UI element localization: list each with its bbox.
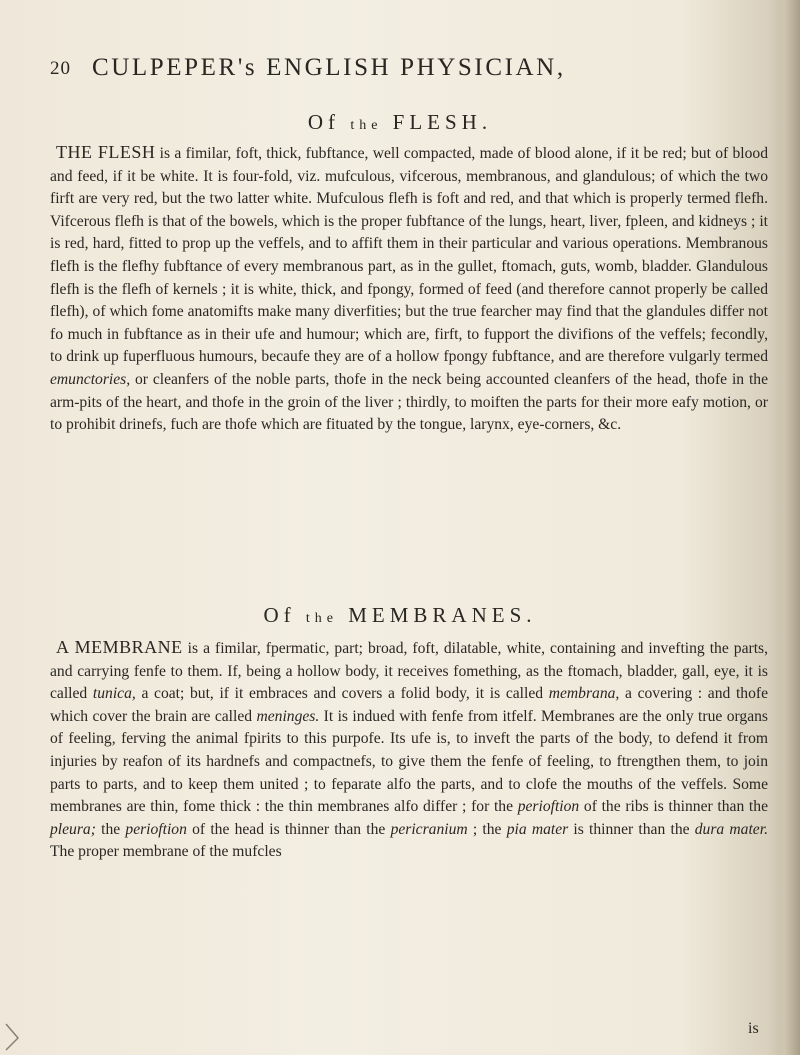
- page-corner-mark-icon: [4, 1022, 28, 1052]
- section-body-membranes: [50, 636, 768, 864]
- heading-the: the: [305, 611, 338, 626]
- lead-words: THE FLESH: [56, 142, 156, 162]
- italic-term: perioftion: [517, 798, 580, 816]
- italic-term: tunica,: [92, 685, 136, 703]
- italic-term: emunctories,: [50, 370, 131, 388]
- text-run: the: [95, 820, 126, 838]
- heading-the: the: [350, 118, 383, 133]
- italic-term: meninges.: [256, 707, 320, 725]
- text-run: ; the: [467, 820, 507, 838]
- text-run: It is indued with fenfe from itfelf. Membranes are the only true organs of feeling, ferving the animal fpirits to this purpofe. Its ufe is, to inveft the parts of the body, to defend it from injuries by reafon of its hardnefs and compactnefs, to give them the fenfe of feeling, to ftrengthen them, to join parts to parts, and to keep them united ; to feparate alfo the parts, and to clofe the mouths of the veffels. Some membranes are thin, fome thick : the thin membranes alfo differ ; for the: [50, 707, 768, 816]
- text-run: of the ribs is thinner than the: [579, 798, 768, 816]
- text-run: is a fimilar, foft, thick, fubftance, well compacted, made of blood alone, if it be red; but of blood and feed, if it be white. It is four-fold, viz. mufculous, vifcerous, membranous, and glandulous; of which the two firft are very red, but the two latter white. Mufculous flefh is foft and red, and that which is properly termed flefh. Vifcerous flefh is that of the bowels, which is the proper fubftance of the lungs, heart, liver, fpleen, and kidneys ; it is red, hard, fitted to prop up the veffels, and to affift them in their particular and various operations. Membranous flefh is the flefhy fubftance of every membranous part, as in the gullet, ftomach, guts, womb, bladder. Glandulous flefh is the flefh of kernels ; it is white, thick, and fpongy, formed of feed (and therefore cannot properly be called flefh), of which fome anatomifts make many diverfities; but the true fearcher may find that the glandules differ not fo much in fubftance as in their ufe and humour; which are, firft, to fupport the divifions of the veffels; fecondly, to drink up fuperfluous humours, becaufe they are of a hollow fpongy fubftance, and are therefore vulgarly termed: [50, 145, 768, 366]
- text-run: is thinner than the: [568, 820, 695, 838]
- text-run: a covering : and thofe which cover the brain are called: [50, 685, 769, 725]
- italic-term: perioftion: [125, 820, 187, 838]
- paragraph: [50, 141, 768, 437]
- text-run: is a fimilar, fpermatic, part; broad, foft, dilatable, white, containing and invefting the parts, and carrying fenfe to them. If, being a hollow body, it receives fomething, as the ftomach, bladder, gall, eye, it is called: [50, 640, 768, 703]
- heading-word: FLESH.: [392, 110, 493, 134]
- heading-of: Of: [307, 110, 341, 134]
- catchword: is: [748, 1020, 759, 1037]
- page-header: [50, 50, 770, 90]
- section-heading-membranes: [0, 603, 800, 628]
- text-run: The proper membrane of the mufcles: [50, 843, 282, 861]
- heading-of: Of: [263, 603, 296, 627]
- italic-term: membrana,: [548, 685, 620, 703]
- text-run: of the head is thinner than the: [186, 820, 391, 838]
- italic-term: pleura;: [50, 820, 96, 838]
- italic-term: dura mater.: [694, 820, 768, 838]
- section-body-flesh: [50, 141, 768, 437]
- heading-word: MEMBRANES.: [348, 603, 537, 627]
- lead-words: A MEMBRANE: [56, 637, 183, 657]
- text-run: a coat; but, if it embraces and covers a folid body, it is called: [135, 685, 549, 703]
- paragraph: [50, 636, 768, 864]
- page-number: 20: [50, 58, 71, 79]
- section-heading-flesh: [0, 110, 800, 135]
- italic-term: pericranium: [390, 820, 468, 838]
- italic-term: pia mater: [506, 820, 569, 838]
- text-run: or cleanfers of the noble parts, thofe in the neck being accounted cleanfers of the head, thofe in the arm-pits of the heart, and thofe in the groin of the liver ; thirdly, to moiften the parts for their more eafy motion, or to prohibit drinefs, fuch are thofe which are fituated by the tongue, larynx, eye-corners, &c.: [50, 370, 768, 434]
- page-spine-shadow: [774, 0, 800, 1055]
- running-title: CULPEPER's ENGLISH PHYSICIAN,: [92, 54, 566, 81]
